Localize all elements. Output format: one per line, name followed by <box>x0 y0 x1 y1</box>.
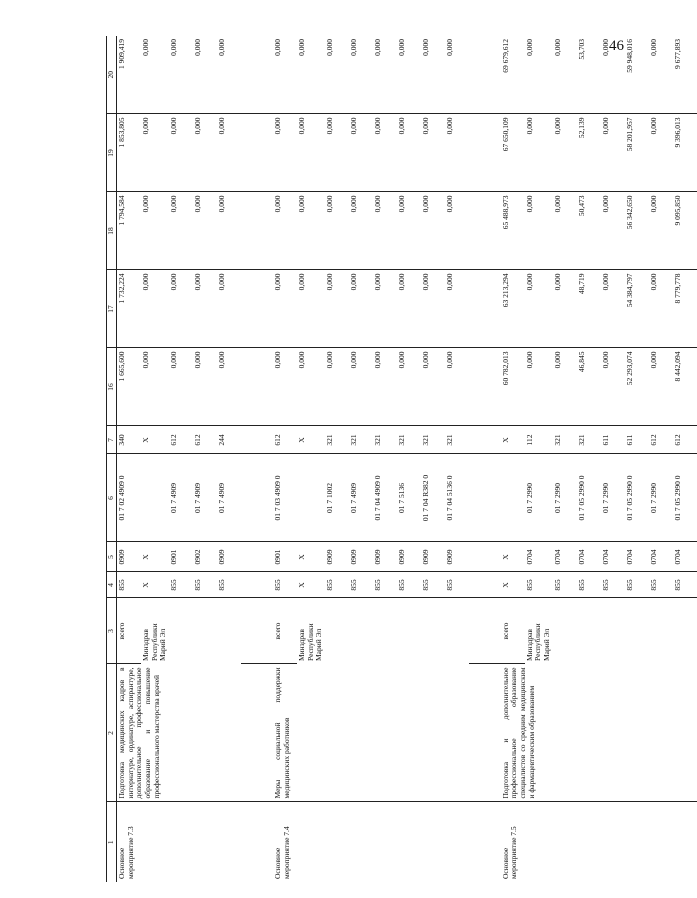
group-spacer-row <box>469 36 501 882</box>
value-cell: 0,000 <box>601 270 625 348</box>
grbs-cell: 855 <box>193 572 217 598</box>
executor-empty-cell <box>625 598 649 664</box>
grbs-cell: X <box>297 572 325 598</box>
value-cell: 0,000 <box>325 114 349 192</box>
value-cell: 0,000 <box>217 114 241 192</box>
header-row <box>107 36 117 882</box>
value-cell: 0,000 <box>397 36 421 114</box>
value-cell: 0,000 <box>217 192 241 270</box>
rotated-table-container <box>106 36 682 882</box>
target-article-cell: 01 7 4909 <box>193 454 217 542</box>
value-cell: 0,000 <box>325 270 349 348</box>
spacer-cell <box>469 426 501 454</box>
value-cell: 0,000 <box>169 348 193 426</box>
spacer-cell <box>469 348 501 426</box>
grbs-cell: 855 <box>273 572 297 598</box>
target-article-cell: 01 7 04 R382 0 <box>421 454 445 542</box>
value-cell: 0,000 <box>553 114 577 192</box>
value-cell: 63 213,294 <box>501 270 525 348</box>
value-cell: 1 794,584 <box>117 192 142 270</box>
value-cell: 0,000 <box>553 270 577 348</box>
grbs-cell: 855 <box>649 572 673 598</box>
spacer-cell <box>241 802 273 882</box>
grbs-cell: 855 <box>601 572 625 598</box>
value-cell: 0,000 <box>349 270 373 348</box>
target-article-cell: 01 7 2990 <box>525 454 553 542</box>
value-cell: 0,000 <box>601 36 625 114</box>
value-cell: 1 853,805 <box>117 114 142 192</box>
executor-empty-cell <box>193 598 217 664</box>
expense-type-cell: 321 <box>397 426 421 454</box>
executor-org-cell: Минздрав Республики Марий Эл <box>524 623 551 661</box>
value-cell: 1 665,600 <box>117 348 142 426</box>
expense-type-cell: 112 <box>525 426 553 454</box>
expense-type-cell: 321 <box>349 426 373 454</box>
grbs-cell: 855 <box>349 572 373 598</box>
spacer-cell <box>241 572 273 598</box>
value-cell: 0,000 <box>297 36 325 114</box>
value-cell: 0,000 <box>193 192 217 270</box>
expense-type-cell: 611 <box>625 426 649 454</box>
value-cell: 48,719 <box>577 270 601 348</box>
value-cell: 60 782,013 <box>501 348 525 426</box>
column-header: 17 <box>107 270 117 348</box>
value-cell: 0,000 <box>553 192 577 270</box>
expense-type-cell: 321 <box>421 426 445 454</box>
grbs-cell: 855 <box>625 572 649 598</box>
value-cell: 0,000 <box>397 348 421 426</box>
section-cell: X <box>501 542 525 572</box>
executor-org-cell: Минздрав Республики Марий Эл <box>141 623 168 661</box>
target-article-cell <box>297 454 325 542</box>
value-cell: 0,000 <box>273 114 297 192</box>
expense-type-cell: 321 <box>373 426 397 454</box>
value-cell: 9 677,893 <box>673 36 697 114</box>
grbs-cell: X <box>141 572 169 598</box>
value-cell: 0,000 <box>373 348 397 426</box>
target-article-cell: 01 7 02 4909 0 <box>117 454 142 542</box>
expense-type-cell: 612 <box>169 426 193 454</box>
grbs-cell: 855 <box>373 572 397 598</box>
spacer-cell <box>469 114 501 192</box>
value-cell: 0,000 <box>141 192 169 270</box>
spacer-cell <box>241 348 273 426</box>
spacer-cell <box>241 542 273 572</box>
value-cell: 0,000 <box>525 114 553 192</box>
section-cell: 0704 <box>601 542 625 572</box>
value-cell: 0,000 <box>349 114 373 192</box>
value-cell: 0,000 <box>169 192 193 270</box>
activity-name-cell: Подготовка и дополнительное профессиональное образование специалистов со средним медицинским и фармацевтическим образованием <box>501 664 697 802</box>
grbs-cell: 855 <box>117 572 142 598</box>
target-article-cell: 01 7 5136 <box>397 454 421 542</box>
expense-type-cell: X <box>501 426 525 454</box>
value-cell: 0,000 <box>193 114 217 192</box>
activity-code-cell: Основное мероприятие 7.4 <box>272 826 291 879</box>
section-cell: 0909 <box>217 542 241 572</box>
value-cell: 0,000 <box>297 114 325 192</box>
target-article-cell: 01 7 1002 <box>325 454 349 542</box>
expense-type-cell: 321 <box>553 426 577 454</box>
table-row <box>117 36 142 882</box>
value-cell: 0,000 <box>297 192 325 270</box>
value-cell: 0,000 <box>397 114 421 192</box>
value-cell: 54 384,797 <box>625 270 649 348</box>
target-article-cell <box>501 454 525 542</box>
table-row <box>501 36 525 882</box>
expense-type-cell: 321 <box>445 426 469 454</box>
column-header: 18 <box>107 192 117 270</box>
grbs-cell: 855 <box>169 572 193 598</box>
value-cell: 0,000 <box>445 270 469 348</box>
value-cell: 0,000 <box>349 192 373 270</box>
expense-type-cell: 612 <box>193 426 217 454</box>
value-cell: 0,000 <box>217 270 241 348</box>
value-cell: 0,000 <box>445 114 469 192</box>
executor-empty-cell <box>349 598 373 664</box>
column-header: 19 <box>107 114 117 192</box>
spacer-cell <box>241 426 273 454</box>
value-cell: 0,000 <box>649 36 673 114</box>
expense-type-cell: 321 <box>577 426 601 454</box>
value-cell: 0,000 <box>141 114 169 192</box>
value-cell: 1 909,419 <box>117 36 142 114</box>
table-body <box>117 36 697 882</box>
executor-empty-cell <box>649 598 673 664</box>
value-cell: 0,000 <box>421 36 445 114</box>
column-header: 3 <box>107 598 117 664</box>
section-cell: 0902 <box>193 542 217 572</box>
section-cell: 0909 <box>325 542 349 572</box>
activity-code-cell: Основное мероприятие 7.3 <box>117 826 135 879</box>
executor-empty-cell <box>373 598 397 664</box>
column-header: 1 <box>107 802 117 882</box>
grbs-cell: 855 <box>217 572 241 598</box>
spacer-cell <box>241 192 273 270</box>
value-cell: 0,000 <box>601 114 625 192</box>
executor-empty-cell <box>217 598 241 664</box>
value-cell: 0,000 <box>649 192 673 270</box>
target-article-cell: 01 7 2990 <box>553 454 577 542</box>
executor-empty-cell <box>445 598 469 664</box>
value-cell: 0,000 <box>169 114 193 192</box>
value-cell: 0,000 <box>445 348 469 426</box>
executor-empty-cell <box>577 598 601 664</box>
expense-type-cell: 611 <box>601 426 625 454</box>
table-row <box>273 36 297 882</box>
expense-type-cell: X <box>141 426 169 454</box>
value-cell: 58 201,957 <box>625 114 649 192</box>
value-cell: 0,000 <box>325 192 349 270</box>
grbs-cell: 855 <box>673 572 697 598</box>
value-cell: 0,000 <box>601 192 625 270</box>
executor-total-cell: всего <box>117 598 142 664</box>
section-cell: 0909 <box>445 542 469 572</box>
section-cell: 0704 <box>649 542 673 572</box>
value-cell: 0,000 <box>273 192 297 270</box>
value-cell: 53,703 <box>577 36 601 114</box>
executor-empty-cell <box>169 598 193 664</box>
grbs-cell: 855 <box>445 572 469 598</box>
expense-type-cell: 321 <box>325 426 349 454</box>
expense-type-cell: 612 <box>649 426 673 454</box>
value-cell: 0,000 <box>169 36 193 114</box>
column-header: 16 <box>107 348 117 426</box>
value-cell: 59 948,016 <box>625 36 649 114</box>
value-cell: 0,000 <box>193 270 217 348</box>
grbs-cell: 855 <box>421 572 445 598</box>
value-cell: 50,473 <box>577 192 601 270</box>
expense-type-cell: 244 <box>217 426 241 454</box>
section-cell: 0704 <box>525 542 553 572</box>
value-cell: 0,000 <box>273 36 297 114</box>
value-cell: 8 779,778 <box>673 270 697 348</box>
value-cell: 0,000 <box>273 348 297 426</box>
value-cell: 0,000 <box>649 348 673 426</box>
page-number: 46 <box>609 38 624 54</box>
value-cell: 8 442,094 <box>673 348 697 426</box>
section-cell: 0704 <box>673 542 697 572</box>
value-cell: 0,000 <box>553 348 577 426</box>
executor-empty-cell <box>553 598 577 664</box>
section-cell: 0901 <box>273 542 297 572</box>
budget-table <box>106 36 697 882</box>
target-article-cell: 01 7 05 2990 0 <box>577 454 601 542</box>
grbs-cell: 855 <box>577 572 601 598</box>
value-cell: 0,000 <box>525 192 553 270</box>
value-cell: 1 732,224 <box>117 270 142 348</box>
spacer-cell <box>241 270 273 348</box>
spacer-cell <box>241 598 273 664</box>
value-cell: 0,000 <box>421 114 445 192</box>
value-cell: 0,000 <box>349 36 373 114</box>
activity-name-cell: Подготовка медицинских кадров в интернатуре, ординатуре, аспирантуре, дополнительное профессиональное образование и повышение профессионального мастерства врачей <box>117 664 241 802</box>
value-cell: 56 342,650 <box>625 192 649 270</box>
value-cell: 46,845 <box>577 348 601 426</box>
value-cell: 0,000 <box>421 348 445 426</box>
column-header: 6 <box>107 454 117 542</box>
value-cell: 0,000 <box>141 270 169 348</box>
target-article-cell: 01 7 05 2990 0 <box>625 454 649 542</box>
value-cell: 0,000 <box>373 36 397 114</box>
executor-empty-cell <box>601 598 625 664</box>
value-cell: 0,000 <box>297 270 325 348</box>
section-cell: X <box>297 542 325 572</box>
expense-type-cell: 612 <box>273 426 297 454</box>
value-cell: 52 293,074 <box>625 348 649 426</box>
column-header: 5 <box>107 542 117 572</box>
value-cell: 0,000 <box>397 270 421 348</box>
value-cell: 0,000 <box>445 192 469 270</box>
section-cell: 0901 <box>169 542 193 572</box>
value-cell: 9 396,013 <box>673 114 697 192</box>
section-cell: X <box>141 542 169 572</box>
value-cell: 0,000 <box>525 348 553 426</box>
expense-type-cell: 340 <box>117 426 142 454</box>
target-article-cell: 01 7 4909 <box>169 454 193 542</box>
grbs-cell: 855 <box>325 572 349 598</box>
section-cell: 0909 <box>117 542 142 572</box>
section-cell: 0909 <box>397 542 421 572</box>
spacer-cell <box>469 802 501 882</box>
executor-total-cell: всего <box>501 598 525 664</box>
value-cell: 0,000 <box>445 36 469 114</box>
section-cell: 0909 <box>421 542 445 572</box>
column-header: 2 <box>107 664 117 802</box>
column-header: 7 <box>107 426 117 454</box>
section-cell: 0704 <box>553 542 577 572</box>
executor-empty-cell <box>397 598 421 664</box>
executor-org-cell: Минздрав Республики Марий Эл <box>296 623 324 661</box>
executor-total-cell: всего <box>273 598 297 664</box>
spacer-cell <box>241 114 273 192</box>
section-cell: 0909 <box>349 542 373 572</box>
value-cell: 0,000 <box>169 270 193 348</box>
value-cell: 0,000 <box>421 270 445 348</box>
executor-empty-cell <box>325 598 349 664</box>
target-article-cell: 01 7 2990 <box>601 454 625 542</box>
value-cell: 67 650,109 <box>501 114 525 192</box>
value-cell: 0,000 <box>601 348 625 426</box>
spacer-cell <box>469 454 501 542</box>
spacer-cell <box>469 36 501 114</box>
activity-code-cell: Основное мероприятие 7.5 <box>500 826 519 879</box>
value-cell: 0,000 <box>397 192 421 270</box>
grbs-cell: X <box>501 572 525 598</box>
grbs-cell: 855 <box>397 572 421 598</box>
value-cell: 0,000 <box>217 36 241 114</box>
value-cell: 0,000 <box>373 192 397 270</box>
value-cell: 0,000 <box>649 114 673 192</box>
value-cell: 65 488,973 <box>501 192 525 270</box>
expense-type-cell: X <box>297 426 325 454</box>
target-article-cell: 01 7 04 5136 0 <box>445 454 469 542</box>
value-cell: 0,000 <box>141 36 169 114</box>
section-cell: 0704 <box>625 542 649 572</box>
value-cell: 0,000 <box>217 348 241 426</box>
spacer-cell <box>469 572 501 598</box>
target-article-cell: 01 7 05 2990 0 <box>673 454 697 542</box>
section-cell: 0909 <box>373 542 397 572</box>
spacer-cell <box>241 36 273 114</box>
value-cell: 69 679,612 <box>501 36 525 114</box>
target-article-cell: 01 7 04 4909 0 <box>373 454 397 542</box>
value-cell: 0,000 <box>141 348 169 426</box>
expense-type-cell: 612 <box>673 426 697 454</box>
value-cell: 9 095,850 <box>673 192 697 270</box>
section-cell: 0704 <box>577 542 601 572</box>
spacer-cell <box>469 192 501 270</box>
value-cell: 0,000 <box>525 36 553 114</box>
value-cell: 0,000 <box>649 270 673 348</box>
value-cell: 0,000 <box>421 192 445 270</box>
grbs-cell: 855 <box>525 572 553 598</box>
target-article-cell: 01 7 4909 <box>349 454 373 542</box>
value-cell: 52,139 <box>577 114 601 192</box>
value-cell: 0,000 <box>193 348 217 426</box>
executor-empty-cell <box>673 598 697 664</box>
column-header: 4 <box>107 572 117 598</box>
spacer-cell <box>469 598 501 664</box>
grbs-cell: 855 <box>553 572 577 598</box>
target-article-cell: 01 7 2990 <box>649 454 673 542</box>
value-cell: 0,000 <box>525 270 553 348</box>
spacer-cell <box>241 664 273 802</box>
value-cell: 0,000 <box>373 114 397 192</box>
group-spacer-row <box>241 36 273 882</box>
spacer-cell <box>241 454 273 542</box>
target-article-cell: 01 7 03 4909 0 <box>273 454 297 542</box>
spacer-cell <box>469 542 501 572</box>
executor-empty-cell <box>421 598 445 664</box>
target-article-cell <box>141 454 169 542</box>
target-article-cell: 01 7 4909 <box>217 454 241 542</box>
value-cell: 0,000 <box>273 270 297 348</box>
spacer-cell <box>469 664 501 802</box>
value-cell: 0,000 <box>193 36 217 114</box>
value-cell: 0,000 <box>373 270 397 348</box>
column-header: 20 <box>107 36 117 114</box>
value-cell: 0,000 <box>553 36 577 114</box>
value-cell: 0,000 <box>325 348 349 426</box>
value-cell: 0,000 <box>349 348 373 426</box>
value-cell: 0,000 <box>325 36 349 114</box>
spacer-cell <box>469 270 501 348</box>
value-cell: 0,000 <box>297 348 325 426</box>
activity-name-cell: Меры социальной поддержки медицинских работников <box>273 664 469 802</box>
